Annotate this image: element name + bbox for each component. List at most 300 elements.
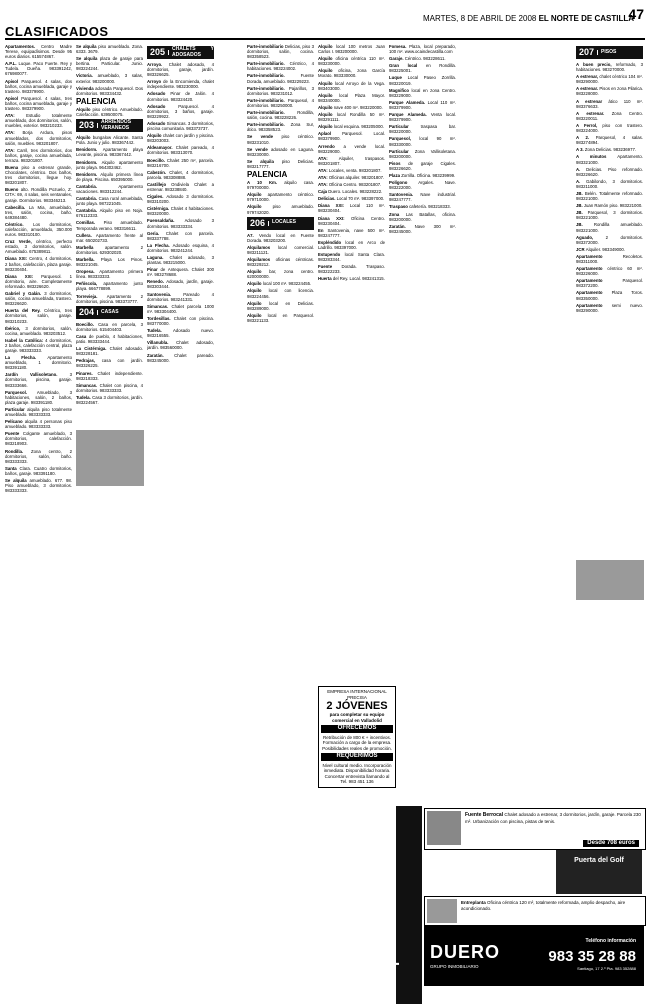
classified-ad — [5, 431, 72, 446]
classified-ad — [147, 145, 214, 155]
ad-keyword: Vivienda — [76, 85, 96, 91]
duero-tel-label: Teléfono información — [585, 938, 636, 944]
classified-ad — [576, 203, 643, 208]
classified-ad — [5, 44, 72, 59]
ad-keyword: Arrendo — [318, 143, 344, 149]
ad-keyword: Adosado — [147, 91, 171, 97]
classified-ad — [5, 372, 72, 387]
ad-keyword: Aldeamayor. — [147, 145, 176, 151]
classified-ad — [5, 205, 72, 220]
ad-keyword: A 2. — [576, 135, 596, 141]
ad-text: reformado, 3 habitaciones. 983270000. — [576, 62, 643, 73]
ad-text: Alquilo apartamento junto playa. 964302462. — [76, 159, 143, 170]
ad-keyword: Diana XXI: — [318, 203, 350, 209]
classified-ad — [5, 338, 72, 353]
classified-ad — [576, 99, 643, 109]
ad-keyword: Alquilo — [247, 281, 263, 287]
classified-ad — [76, 371, 143, 381]
ad-text: traspasa bar. 983220000. — [389, 124, 456, 135]
classified-ad — [247, 134, 314, 144]
ad-keyword: Particular — [5, 406, 28, 412]
ad-text: Oficina Centro. 983230404. — [318, 215, 385, 226]
ad-keyword: Caja — [318, 189, 329, 195]
classified-ad — [5, 79, 72, 94]
ad-text: piso Delicias. 983217777. — [247, 158, 314, 169]
ad-text: Plaza Toros. 983350000. — [576, 290, 643, 301]
classified-ad — [76, 257, 143, 267]
ad-text: de pueblo, 4 habitaciones, patio. 983333444. — [76, 333, 143, 345]
ad-keyword: Se alquila — [247, 158, 282, 164]
category-header — [247, 217, 314, 230]
classified-ad — [576, 147, 643, 152]
ad-text: Santovenia, nave 500 m². 983247777. — [318, 227, 385, 238]
ad-keyword: Garaje. — [389, 56, 405, 62]
duero-tagline: GRUPO INMOBILIARIO — [430, 964, 479, 969]
page-header — [0, 0, 650, 40]
ad-text: Juan Ramón piso. 983221000. — [583, 203, 643, 209]
classified-ad — [318, 56, 385, 66]
ad-text: Duero. Locales. 983228222. — [328, 189, 383, 195]
classified-ad — [5, 419, 72, 429]
ad-keyword: Ibérico, — [5, 325, 26, 331]
ad-keyword: Villanubla. — [147, 340, 177, 346]
classified-ad — [576, 123, 643, 133]
ad-keyword: Alquilo — [318, 56, 336, 62]
ad-text: Parquesol. 4 salas, dos baños, cocina amueblada, garaje y trastero. 983379900. — [5, 78, 72, 94]
ad-keyword: Zaratán. — [147, 352, 175, 358]
ad-text: Chalet independiente. 983218333. — [76, 370, 143, 381]
classified-ad — [247, 61, 314, 71]
entreplanta-text: Oficina céntrica 120 m², totalmente reformada, amplio despacho, aire acondicionado. — [461, 900, 626, 911]
ad-text: Playa Los Pinos. 983221045. — [76, 257, 143, 268]
ad-keyword: JB. — [576, 203, 584, 209]
ad-keyword: A.P.L. — [5, 61, 19, 67]
classified-ad — [76, 208, 143, 218]
ad-keyword: La Flecha. — [147, 242, 173, 248]
classified-ad — [76, 184, 143, 194]
ad-text: Parquesol. 4 dormitorios, 3 baños, garaje. 983229922. — [147, 103, 214, 119]
ad-keyword: Adosado — [147, 103, 179, 109]
ad-keyword: ATA: — [5, 113, 27, 119]
ad-text: apartamento 2 dormitorios. 629302020. — [76, 244, 143, 255]
office-photo — [427, 899, 457, 923]
ad-text: Casa en parcela, 3 dormitorios. 615404403. — [76, 321, 143, 332]
duero-phone: 983 35 28 88 — [548, 948, 636, 965]
ad-text: Pajarillos, 3 dormitorios. 983231012. — [247, 85, 314, 96]
ad-text: local 100 m². 983224455. — [262, 281, 312, 287]
ad-keyword: Apartamento — [576, 278, 623, 284]
ad-text: Chalet con piscina. 983770000. — [147, 315, 214, 327]
classified-ad — [147, 121, 214, 131]
classified-ad — [318, 105, 385, 110]
ad-keyword: Boecillo. — [76, 321, 99, 327]
ad-keyword: Cullera. — [76, 232, 96, 238]
photo-col7 — [576, 560, 644, 600]
ad-text: Céntrico, 4 habitaciones. 983224002. — [247, 61, 314, 72]
classified-ad — [318, 264, 385, 274]
ad-keyword: Pedrajas, — [76, 358, 102, 364]
ad-text: Adosado nuevo. 983216555. — [147, 328, 214, 339]
classified-ad — [147, 158, 214, 168]
ad-keyword: A 10 Km. — [247, 180, 285, 186]
ad-text: Apartamento playa Levante, piscina. 983367442. — [76, 147, 143, 158]
classified-ad — [318, 144, 385, 154]
ad-text: Las Batallas, oficina. 983200000. — [389, 211, 456, 222]
classified-ad — [576, 154, 643, 164]
ad-text: Amueblado, 3 habitaciones, salón, 2 baños, plaza garaje. 983391180. — [5, 389, 72, 405]
classified-ad — [5, 148, 72, 163]
classified-ad — [5, 449, 72, 464]
ad-text: Adosado 3 dormitorios. 983310200. — [147, 194, 214, 205]
classified-ad — [389, 149, 456, 159]
ad-column — [247, 44, 314, 325]
ad-text: Chalet 4 habitaciones. 983320000. — [147, 206, 214, 217]
ad-keyword: Puente — [5, 431, 23, 437]
classified-ad — [318, 252, 385, 262]
classified-ad — [76, 196, 143, 206]
job-ad-title: 2 JÓVENES — [326, 700, 388, 712]
ad-text: Local 110 m². 983379900. — [389, 99, 456, 110]
classified-ad — [147, 316, 214, 326]
classified-ad — [147, 243, 214, 253]
ad-text: Belén. Totalmente reformado. 983221000. — [576, 190, 643, 202]
ad-keyword: Fuente — [318, 264, 342, 270]
classified-ad — [389, 224, 456, 234]
ad-keyword: Santa — [5, 465, 20, 471]
ad-column — [389, 44, 456, 236]
classified-ad — [5, 61, 72, 76]
ad-text: Chalet parcela 1000 m². 983304400. — [147, 303, 214, 314]
ad-keyword: Se vende — [247, 134, 282, 140]
classified-ad — [318, 240, 385, 250]
ad-text: local 100 metros Juan Carlos I. 983200000. — [318, 44, 385, 55]
ad-keyword: Alquilo — [247, 300, 270, 306]
classified-ad — [5, 256, 72, 271]
ad-column — [147, 44, 214, 365]
classified-ad — [318, 81, 385, 91]
category-header — [76, 119, 143, 132]
classified-ad — [318, 276, 385, 281]
ad-keyword: Zaratán. — [389, 223, 415, 229]
classified-ad — [389, 124, 456, 134]
classified-ad — [247, 204, 314, 214]
classified-ad — [247, 147, 314, 157]
ad-text: Parquesol. 1 dormitorio, aire. Completamente reformado. 983226620. — [5, 273, 72, 289]
classified-ad — [147, 62, 214, 77]
classified-ad — [76, 220, 143, 230]
classified-ad — [576, 111, 643, 121]
ad-keyword: Estupendo — [318, 252, 345, 258]
ad-keyword: Cantabria. — [76, 208, 100, 214]
classified-ad — [576, 135, 643, 145]
ad-keyword: ATA: — [318, 167, 329, 173]
ad-keyword: Cigales. — [147, 194, 167, 200]
ad-text: Adosado 3 dormitorios. 983333334. — [147, 218, 214, 229]
ad-text: Chalet adosado. 983228181. — [76, 346, 143, 357]
ad-keyword: A estrenar. — [576, 110, 612, 116]
classified-ad — [576, 303, 643, 313]
ad-text: ático 110 m². 983376633. — [576, 98, 643, 109]
classified-ad — [5, 355, 72, 370]
ad-text: oficina, zona García Morato. 983330000. — [318, 68, 385, 79]
ad-text: amueblado. 677. 98. Piso amueblado, 3 dormitorios. 983333333. — [5, 478, 72, 494]
page-number: 47 — [628, 6, 644, 22]
ad-text: del Rey. Local. 983241315. — [332, 276, 385, 282]
classified-ad — [576, 74, 643, 84]
ad-keyword: Parquesol. — [5, 389, 37, 395]
ad-text: piso céntrico. Amueblado. Calefacción. 639500075. — [76, 106, 143, 118]
classified-ad — [147, 231, 214, 241]
ad-text: Gabilondo, 3 dormitorios. 983211000. — [576, 178, 643, 189]
classified-ad — [389, 180, 456, 190]
ad-keyword: Parte-inmobiliario. — [247, 97, 288, 103]
classified-ad — [247, 233, 314, 243]
ad-keyword: Cantabria. — [76, 196, 99, 202]
ad-text: bar, zona centro. 620000000. — [247, 269, 314, 280]
classified-ad — [247, 73, 314, 83]
classified-ad — [5, 165, 72, 185]
classified-ad — [318, 156, 385, 166]
classified-ad — [389, 100, 456, 110]
ad-text: Chalet adosado, 4 dormitorios, garaje, jardín. 983326625. — [147, 62, 214, 78]
ad-text: local Rondilla 50 m². 983291111. — [318, 112, 385, 123]
classified-ad — [5, 478, 72, 493]
ad-keyword: La Cistérniga. — [76, 346, 110, 352]
job-ad-req: Nivel cultural medio. Incorporación inmediata. Disponibilidad horaria. — [322, 762, 392, 773]
ad-text: apartamento céntrico. 979710000. — [247, 192, 314, 203]
ad-text: Estudio totalmente amueblado, dos dormitorios, salón, muebles, exterior. 983210233. — [5, 113, 72, 129]
ad-text: La Mia, amueblado, tres, salón, cocina, baño. 649384480. — [5, 204, 72, 220]
entreplanta-title: Entreplanta — [461, 900, 486, 905]
ad-keyword: Diana XXI: — [5, 273, 42, 279]
classified-ad — [76, 44, 143, 54]
classified-ad — [76, 160, 143, 170]
ad-keyword: Particular — [389, 124, 421, 130]
job-ad-req-label: REQUERIMOS — [321, 753, 393, 761]
classified-ad — [76, 147, 143, 157]
ad-keyword: Gran local — [389, 63, 426, 69]
classified-ad — [76, 56, 143, 71]
ad-text: plaza de garaje para bertina. Particular. Junio. 983224244. — [76, 56, 143, 72]
classified-ad — [576, 62, 643, 72]
category-header — [147, 46, 214, 59]
ad-text: 3 dormitorios, salón, cocina, amueblado. 983203512. — [5, 325, 72, 336]
ad-column — [576, 44, 643, 315]
ad-text: adosado en Laguna. 983230000. — [247, 146, 314, 157]
classified-ad — [5, 274, 72, 289]
ad-text: Piso amueblado. Temporada verano. 983316611. — [76, 220, 143, 231]
classified-ad — [576, 222, 643, 232]
classified-ad — [76, 346, 143, 356]
golf-logo: Puerta del Golf — [574, 857, 624, 864]
ad-keyword: ATA: — [318, 174, 329, 180]
ad-keyword: Alquilo — [318, 104, 334, 110]
ad-text: Pisos en zona Pilarica. 983228000. — [576, 86, 643, 97]
ad-text: adosada Parquesol. Dos dormitorios. 983334432. — [76, 85, 143, 96]
ad-text: Apartamento frente al mar. 650202733. — [76, 232, 143, 243]
classified-ad — [389, 88, 456, 98]
ad-text: semi nuevo. 983290000. — [576, 302, 643, 313]
classified-ad — [5, 407, 72, 417]
ad-keyword: Alquilo — [247, 288, 269, 294]
classified-ad — [247, 110, 314, 120]
classified-ad — [147, 182, 214, 192]
ad-text: Rondilla, salón, cocina. 983228226. — [247, 110, 314, 121]
ad-text: Alquiler. 983349000. — [585, 246, 625, 252]
classified-ad — [5, 113, 72, 128]
ad-text: local en Arco de Ladrillo. 983397000. — [318, 239, 385, 250]
ad-keyword: Cruz Verde, — [5, 239, 36, 245]
ad-text: Zona centro, 2 dormitorios, salón, baño. 983333333. — [5, 448, 72, 464]
ad-text: Adosado esquina, 4 dormitorios. 983241244. — [147, 242, 214, 253]
ad-keyword: Alquilo — [247, 192, 268, 198]
ad-text: Parquesol, 3 dormitorios. 983221000. — [576, 210, 643, 221]
ad-text: alquilo casa. 979700000. — [247, 180, 314, 191]
ad-text: Parquesol. 4 salas, tres baños, cocina amueblada, garaje y trastero. 983379900. — [5, 95, 72, 112]
ad-text: alto. Rondilla Pozuelo, Z. CITA: 69, 4 salas, seis ventanales, garaje. Dormitorios. 983346213. — [5, 187, 72, 203]
classified-ad — [147, 292, 214, 302]
ad-keyword: Parque Alameda. — [389, 99, 428, 105]
ad-text: Argales. Nave. 983222000. — [389, 180, 456, 191]
classified-ad — [318, 93, 385, 103]
ad-keyword: Bueno — [5, 187, 21, 193]
classified-ad — [147, 353, 214, 363]
entreplanta-ad — [424, 896, 646, 926]
ad-text: Simancas. 3 dormitorios, piscina comunitaria. 983373737. — [147, 120, 214, 132]
ad-keyword: Alquilo — [247, 269, 270, 275]
classified-ad — [76, 294, 143, 304]
ad-text: cafetería. 983218333. — [409, 204, 451, 210]
classified-ad — [247, 269, 314, 279]
ad-keyword: Apartamento — [576, 266, 608, 272]
house-photo — [427, 811, 461, 845]
region-heading: PALENCIA — [76, 96, 117, 106]
ad-text: en Rondilla. 983225001. — [389, 63, 456, 74]
classified-ad — [5, 187, 72, 202]
fuente-berrocal-ad — [424, 808, 646, 850]
classified-ad — [76, 135, 143, 145]
ad-text: de Antequera. Chalet 300 m². 983278688. — [147, 267, 214, 278]
ad-keyword: Parquesol, — [389, 136, 420, 142]
ad-keyword: En — [318, 227, 328, 233]
ad-text: Casa rural amueblada, junto playa. 987221045. — [76, 196, 143, 207]
ad-keyword: ATA: — [318, 155, 339, 161]
ad-text: alquila 4 personas piso amueblado. 983333333. — [5, 419, 72, 430]
classified-ad — [147, 255, 214, 265]
classified-ad — [576, 210, 643, 220]
ad-keyword: Oropesa. — [76, 269, 100, 275]
ad-text: Zona Sur, ático. 983358523. — [247, 122, 314, 133]
classified-ad — [147, 91, 214, 101]
ad-text: céntrico, perfecto estado, 3 dormitorios, salón. Amueblado. 675389811. — [5, 239, 72, 255]
classified-ad — [147, 133, 214, 143]
classified-ad — [247, 122, 314, 132]
ad-keyword: Se alquila — [5, 478, 30, 484]
ad-keyword: Alquilo — [318, 80, 335, 86]
classified-ad — [76, 383, 143, 393]
ad-keyword: Santovenia. — [147, 291, 184, 297]
ad-keyword: A estrenar. — [576, 86, 600, 92]
classified-ad — [318, 203, 385, 213]
ad-keyword: Apartamento — [576, 302, 612, 308]
ad-text: de garaje Cigales. 983226620. — [389, 160, 456, 171]
classified-ad — [389, 136, 456, 146]
ad-keyword: Alquilo — [147, 133, 163, 139]
ad-text: Pareado 4 dormitorios. 983241331. — [147, 291, 214, 302]
category-label: CASAS — [101, 308, 119, 315]
ad-keyword: Pisos — [389, 160, 409, 166]
ad-keyword: Alquilo — [76, 106, 93, 112]
ad-text: Apartamento vacaciones. 983312244. — [76, 183, 143, 194]
ad-text: céntrico 60 m². 983226000. — [576, 266, 643, 277]
ad-keyword: Cabecilla. — [5, 204, 29, 210]
classified-ad — [318, 112, 385, 122]
classified-ad — [247, 192, 314, 202]
ad-text: Local 70 m². 983397000. — [336, 196, 385, 202]
classified-ad — [318, 228, 385, 238]
ad-keyword: Casa — [76, 333, 89, 339]
ad-text: local comercial. 983211121. — [247, 244, 314, 255]
classified-ad — [5, 130, 72, 145]
ad-keyword: Victoria. — [76, 73, 98, 79]
ad-text: Apartamento. 983321000. — [576, 154, 643, 165]
category-number: 203 — [76, 123, 98, 128]
classified-ad — [576, 278, 643, 288]
ad-text: Local 110 m². 983230404. — [318, 203, 385, 214]
ad-keyword: Aplaol — [318, 131, 343, 137]
ad-keyword: Benidorm. — [76, 159, 102, 165]
ad-text: Centro Madre Terese, equipadísimos. Desde 95 euros diarios. 615574867. — [5, 44, 72, 60]
classified-ad — [318, 168, 385, 173]
ad-text: piso céntrico. 983231010. — [247, 134, 314, 145]
ad-text: casa con jardín. 983326225. — [76, 358, 143, 369]
ad-text: Carril, tres dormitorios, dos baños, garaje, cocina amueblada, terraza. 983201807. — [5, 147, 72, 163]
ad-text: Parquesol, 4 salas. 983274894. — [576, 135, 643, 146]
ad-text: Chalet con parcela. 983337788. — [147, 230, 214, 241]
classified-ad — [147, 194, 214, 204]
ad-keyword: A buen precio, — [576, 62, 616, 67]
classified-ad — [147, 279, 214, 289]
ad-keyword: ATA: — [318, 182, 329, 188]
classified-ad — [247, 301, 314, 311]
ad-keyword: Tudela. — [76, 394, 93, 400]
classified-ad — [147, 328, 214, 338]
classified-ad — [76, 172, 143, 182]
ad-keyword: Renedo. — [147, 279, 167, 285]
ad-text: Oficina Centro. 983201807. — [328, 182, 382, 188]
ad-keyword: Apisol — [5, 95, 22, 101]
ad-text: local en zona Centro. 983229000. — [389, 87, 456, 98]
job-ad — [318, 686, 396, 788]
classified-ad — [318, 131, 385, 141]
ad-keyword: ATA: — [5, 147, 17, 153]
duero-ad — [424, 926, 644, 986]
classified-ad — [5, 466, 72, 476]
fuente-title: Fuente Berrocal — [465, 812, 504, 818]
classified-ad — [147, 79, 214, 89]
ad-text: Chalet con piscina, 4 dormitorios. 983333333. — [76, 382, 143, 393]
classified-ad — [247, 159, 314, 169]
classified-ad — [389, 44, 456, 54]
ad-text: Zona Centro. 983220011. — [576, 110, 643, 121]
ad-text: Nave industrial. 983247777. — [389, 192, 456, 203]
classified-ad — [76, 334, 143, 344]
classified-ad — [76, 233, 143, 243]
ad-keyword: Arroyo. — [147, 62, 169, 67]
classified-ad — [76, 245, 143, 255]
ad-text: a vende local. 983229000. — [318, 143, 385, 154]
classified-ad — [389, 161, 456, 171]
